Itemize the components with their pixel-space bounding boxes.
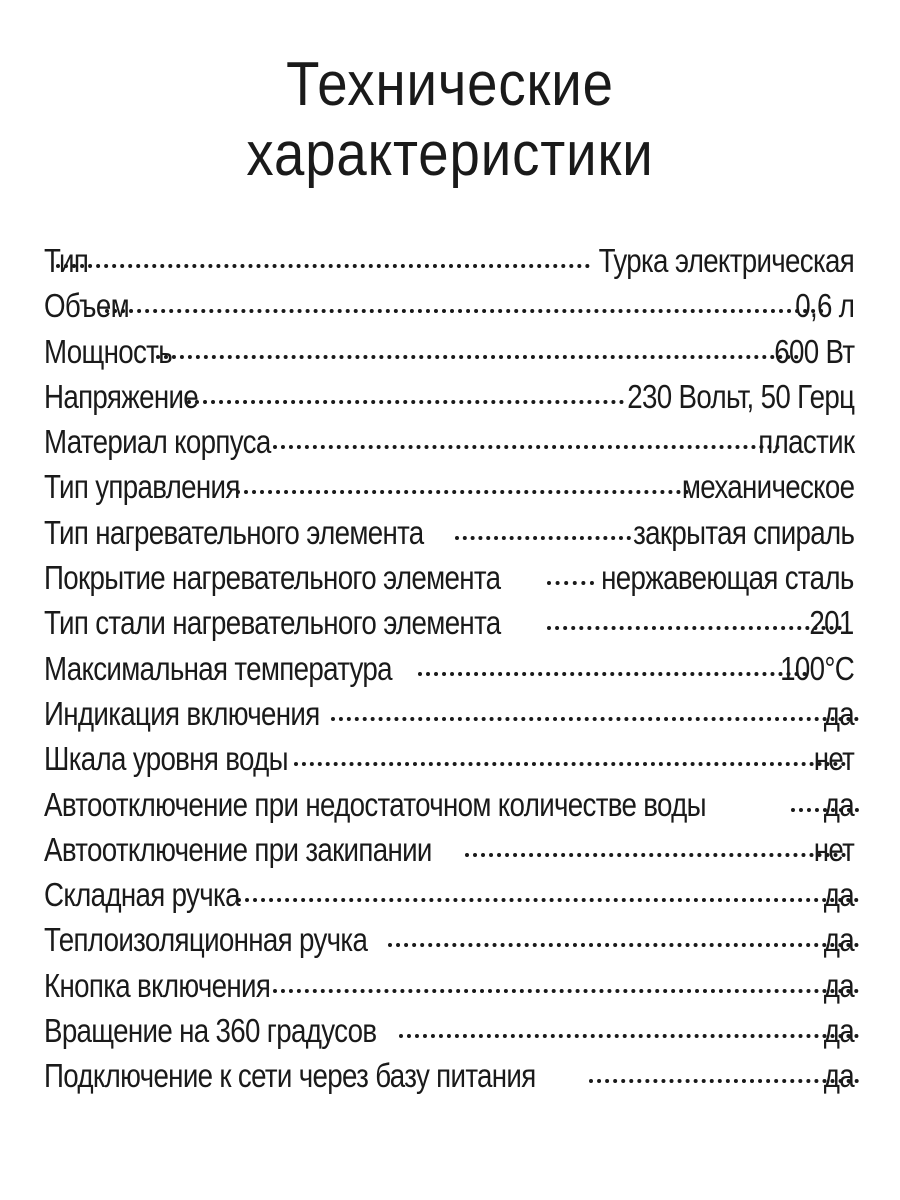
spec-value: да <box>823 1012 854 1050</box>
spec-label: Покрытие нагревательного элемента <box>44 559 501 597</box>
dot-leader <box>547 581 594 585</box>
dot-leader <box>399 1034 858 1038</box>
spec-label: Максимальная температура <box>44 649 392 687</box>
spec-value: да <box>823 1057 854 1095</box>
spec-row <box>44 329 854 374</box>
spec-value: нет <box>813 830 854 868</box>
spec-row <box>44 872 854 917</box>
spec-list <box>44 238 854 1099</box>
spec-row <box>44 1053 854 1098</box>
page-title-line1: Технические <box>286 50 614 119</box>
spec-value: нет <box>813 740 854 778</box>
spec-label: Складная ручка <box>44 876 240 914</box>
dot-leader <box>56 264 590 268</box>
spec-label: Тип управления <box>44 468 240 506</box>
dot-leader <box>465 853 846 857</box>
dot-leader <box>455 536 631 540</box>
page-title-line2: характеристики <box>246 120 654 189</box>
spec-row <box>44 238 854 283</box>
spec-row <box>44 917 854 962</box>
dot-leader <box>187 400 625 404</box>
spec-row <box>44 1008 854 1053</box>
spec-row <box>44 691 854 736</box>
spec-value: механическое <box>681 468 854 506</box>
dot-leader <box>547 626 842 630</box>
spec-row <box>44 827 854 872</box>
spec-label: Индикация включения <box>44 694 320 732</box>
dot-leader <box>237 898 859 902</box>
spec-label: Кнопка включения <box>44 966 271 1004</box>
spec-value: 201 <box>809 604 854 642</box>
spec-label: Автоотключение при недостаточном количестве воды <box>44 785 706 823</box>
dot-leader <box>331 717 858 721</box>
spec-value: пластик <box>757 423 854 461</box>
spec-row <box>44 283 854 328</box>
spec-label: Напряжение <box>44 377 199 415</box>
page-title <box>54 50 846 190</box>
spec-value: нержавеющая сталь <box>601 559 854 597</box>
spec-row <box>44 510 854 555</box>
spec-label: Шкала уровня воды <box>44 740 288 778</box>
spec-value: 0,6 л <box>794 287 854 325</box>
dot-leader <box>273 989 859 993</box>
spec-row <box>44 963 854 1008</box>
spec-label: Мощность <box>44 332 172 370</box>
dot-leader <box>105 309 825 313</box>
spec-label: Тип стали нагревательного элемента <box>44 604 501 642</box>
spec-value: закрытая спираль <box>632 513 854 551</box>
dot-leader <box>418 672 807 676</box>
spec-value: 600 Вт <box>773 332 854 370</box>
spec-row <box>44 600 854 645</box>
spec-label: Вращение на 360 градусов <box>44 1012 377 1050</box>
dot-leader <box>156 355 799 359</box>
dot-leader <box>388 943 858 947</box>
spec-value: 100°С <box>780 649 854 687</box>
spec-row <box>44 464 854 509</box>
dot-leader <box>294 762 847 766</box>
dot-leader <box>273 445 780 449</box>
dot-leader <box>236 490 689 494</box>
spec-value: Турка электрическая <box>598 242 854 279</box>
spec-value: да <box>823 966 854 1004</box>
spec-value: да <box>823 921 854 959</box>
spec-value: да <box>823 876 854 914</box>
spec-row <box>44 736 854 781</box>
dot-leader <box>589 1079 859 1083</box>
spec-row <box>44 419 854 464</box>
spec-label: Подключение к сети через базу питания <box>44 1057 536 1095</box>
spec-label: Автоотключение при закипании <box>44 830 432 868</box>
spec-row <box>44 782 854 827</box>
spec-row <box>44 646 854 691</box>
spec-label: Объем <box>44 287 129 325</box>
spec-value: да <box>823 785 854 823</box>
spec-value: 230 Вольт, 50 Герц <box>626 377 854 415</box>
spec-label: Материал корпуса <box>44 423 271 461</box>
spec-value: да <box>823 694 854 732</box>
spec-label: Тип <box>44 242 89 279</box>
spec-row <box>44 555 854 600</box>
spec-row <box>44 374 854 419</box>
spec-label: Теплоизоляционная ручка <box>44 921 368 959</box>
spec-label: Тип нагревательного элемента <box>44 513 424 551</box>
